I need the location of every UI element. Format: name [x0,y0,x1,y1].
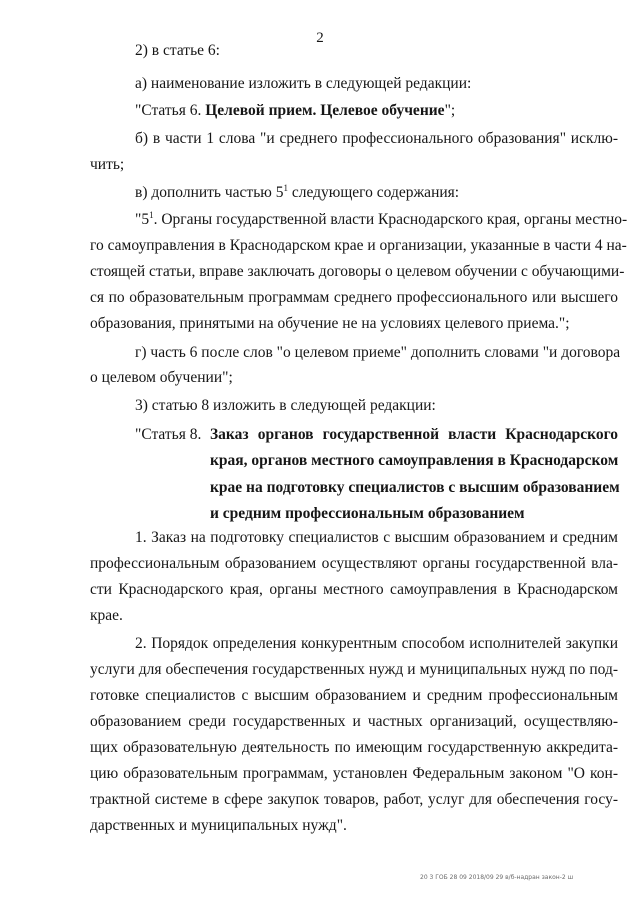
item-2v-text: в) дополнить частью 5 [135,184,284,201]
item-2-heading: 2) в статье 6: [135,42,220,59]
part-5-1-number: "5 [135,211,150,228]
article-8-part-2-line-7: трактной системе в сфере закупок товаров, работ, услуг для обеспечения госу- [90,791,618,808]
article-8-part-2-line-5: щих образовательную деятельность по имеющим государственную аккредита- [90,739,618,756]
part-5-1-line-3: стоящей статьи, вправе заключать договоры о целевом обучении с обучающими- [90,263,625,280]
article-6-label: "Статья 6. [135,102,206,119]
item-3-heading: 3) статью 8 изложить в следующей редакции: [135,397,436,414]
part-5-1-line-4: ся по образовательным программам среднего профессионального или высшего [90,289,618,306]
article-8-part-1-line-4: крае. [90,607,123,624]
article-8-part-2-line-3: готовке специалистов с высшим образованием и средним профессиональным [90,687,618,704]
article-6-close: "; [444,102,456,119]
article-8-title-line-2: края, органов местного самоуправления в Краснодарском [210,452,619,469]
article-8-part-1-line-1: 1. Заказ на подготовку специалистов с высшим образованием и средним [135,529,618,546]
article-8-title-line-1: Заказ органов государственной власти Краснодарского [210,426,618,443]
article-8-part-2-line-4: образованием среди государственных и частных организаций, осуществляю- [90,713,618,730]
page-number: 2 [316,30,324,46]
article-8-title-line-4: и средним профессиональным образованием [210,505,525,522]
item-2b-line-1: б) в части 1 слова "и среднего профессионального образования" исклю- [135,130,618,147]
item-2a-new-title [135,101,455,121]
article-8-part-2-line-2: услуги для обеспечения государственных нужд и муниципальных нужд по под- [90,661,618,678]
item-2b-line-2: чить; [90,156,125,173]
part-5-1-line-2: го самоуправления в Краснодарском крае и организации, указанные в части 4 на- [90,237,627,254]
part-5-1-text: . Органы государственной власти Краснодарского края, органы местно- [153,211,628,228]
article-8-part-1-line-3: сти Краснодарского края, органы местного самоуправления в Краснодарском [90,581,618,598]
article-8-title-line-3: крае на подготовку специалистов с высшим образованием [210,479,620,496]
article-6-title: Целевой прием. Целевое обучение [205,102,445,119]
part-5-1-superscript: 1 [149,210,154,220]
item-2g-line-2: о целевом обучении"; [90,369,233,386]
item-2v-superscript: 1 [283,183,288,193]
item-2v [135,183,459,203]
document-footer-code: 20 3 ГОБ 28 09 2018/09 29 в/б-надран закон-2 ш [420,874,574,881]
part-5-1-line-5: образования, принятыми на обучение не на условиях целевого приема."; [90,315,570,332]
article-8-label: "Статья 8. [135,426,202,443]
item-2a: а) наименование изложить в следующей редакции: [135,75,472,92]
part-5-1-line-1 [135,210,628,230]
article-8-part-2-line-1: 2. Порядок определения конкурентным способом исполнителей закупки [135,635,618,652]
item-2g-line-1: г) часть 6 после слов "о целевом приеме" дополнить словами "и договора [135,344,621,361]
article-8-part-2-line-8: дарственных и муниципальных нужд". [90,817,347,834]
article-8-part-2-line-6: цию образовательным программам, установлен Федеральным законом "О кон- [90,765,618,782]
article-8-part-1-line-2: профессиональным образованием осуществляют органы государственной вла- [90,555,618,572]
item-2v-text-end: следующего содержания: [287,184,460,201]
